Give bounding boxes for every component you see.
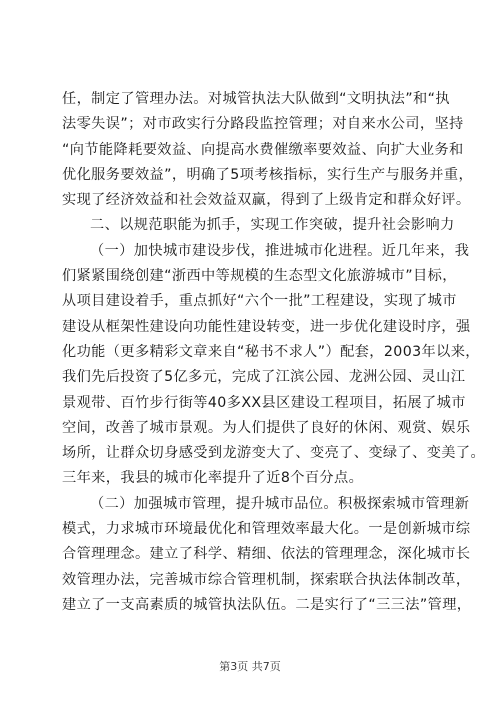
text-line: 实现了经济效益和社会效益双赢，得到了上级肯定和群众好评。: [62, 192, 471, 209]
text-line: 化功能（更多精彩文章来自“秘书不求人”）配套，2003年以来，: [62, 343, 480, 360]
text-line: 建设从框架性建设向功能性建设转变，进一步优化建设时序，强: [62, 318, 471, 335]
text-line: 效管理办法，完善城市综合管理机制，探索联合执法体制改革，: [62, 571, 471, 588]
text-line: 建立了一支高素质的城管执法队伍。二是实行了“三三法”管理，: [62, 596, 472, 613]
text-line: 三年来，我县的城市化率提升了近8个百分点。: [62, 470, 364, 487]
text-line: 空间，改善了城市景观。为人们提供了良好的休闲、观赏、娱乐: [62, 419, 471, 436]
text-line: 场所，让群众切身感受到龙游变大了、变亮了、变绿了、变美了。: [62, 445, 486, 462]
text-line: 们紧紧围绕创建“浙西中等规模的生态型文化旅游城市”目标，: [62, 268, 457, 285]
text-line: 景观带、百竹步行街等40多XX县区建设工程项目，拓展了城市: [62, 394, 466, 411]
text-line: 从项目建设着手，重点抓好“六个一批”工程建设，实现了城市: [62, 293, 457, 310]
text-line: “向节能降耗要效益、向提高水费催缴率要效益、向扩大业务和: [62, 141, 464, 158]
text-line: （一）加快城市建设步伐，推进城市化进程。近几年来，我: [90, 242, 470, 259]
text-line: 我们先后投资了5亿多元，完成了江滨公园、龙洲公园、灵山江: [62, 369, 466, 386]
text-line: 优化服务要效益”，明确了5项考核指标，实行生产与服务并重，: [62, 166, 474, 183]
text-line: 合管理理念。建立了科学、精细、依法的管理理念，深化城市长: [62, 546, 471, 563]
section-heading: 二、以规范职能为抓手，实现工作突破，提升社会影响力: [90, 217, 455, 234]
page-number: 第3页 共7页: [219, 660, 281, 673]
text-line: 法零失误”；对市政实行分路段监控管理；对自来水公司，坚持: [62, 116, 464, 133]
text-line: 模式，力求城市环境最优化和管理效率最大化。一是创新城市综: [62, 521, 471, 538]
text-line: （二）加强城市管理，提升城市品位。积极探索城市管理新: [90, 495, 470, 512]
text-line: 任，制定了管理办法。对城管执法大队做到“文明执法”和“执: [62, 91, 450, 107]
body-text: [62, 87, 486, 618]
